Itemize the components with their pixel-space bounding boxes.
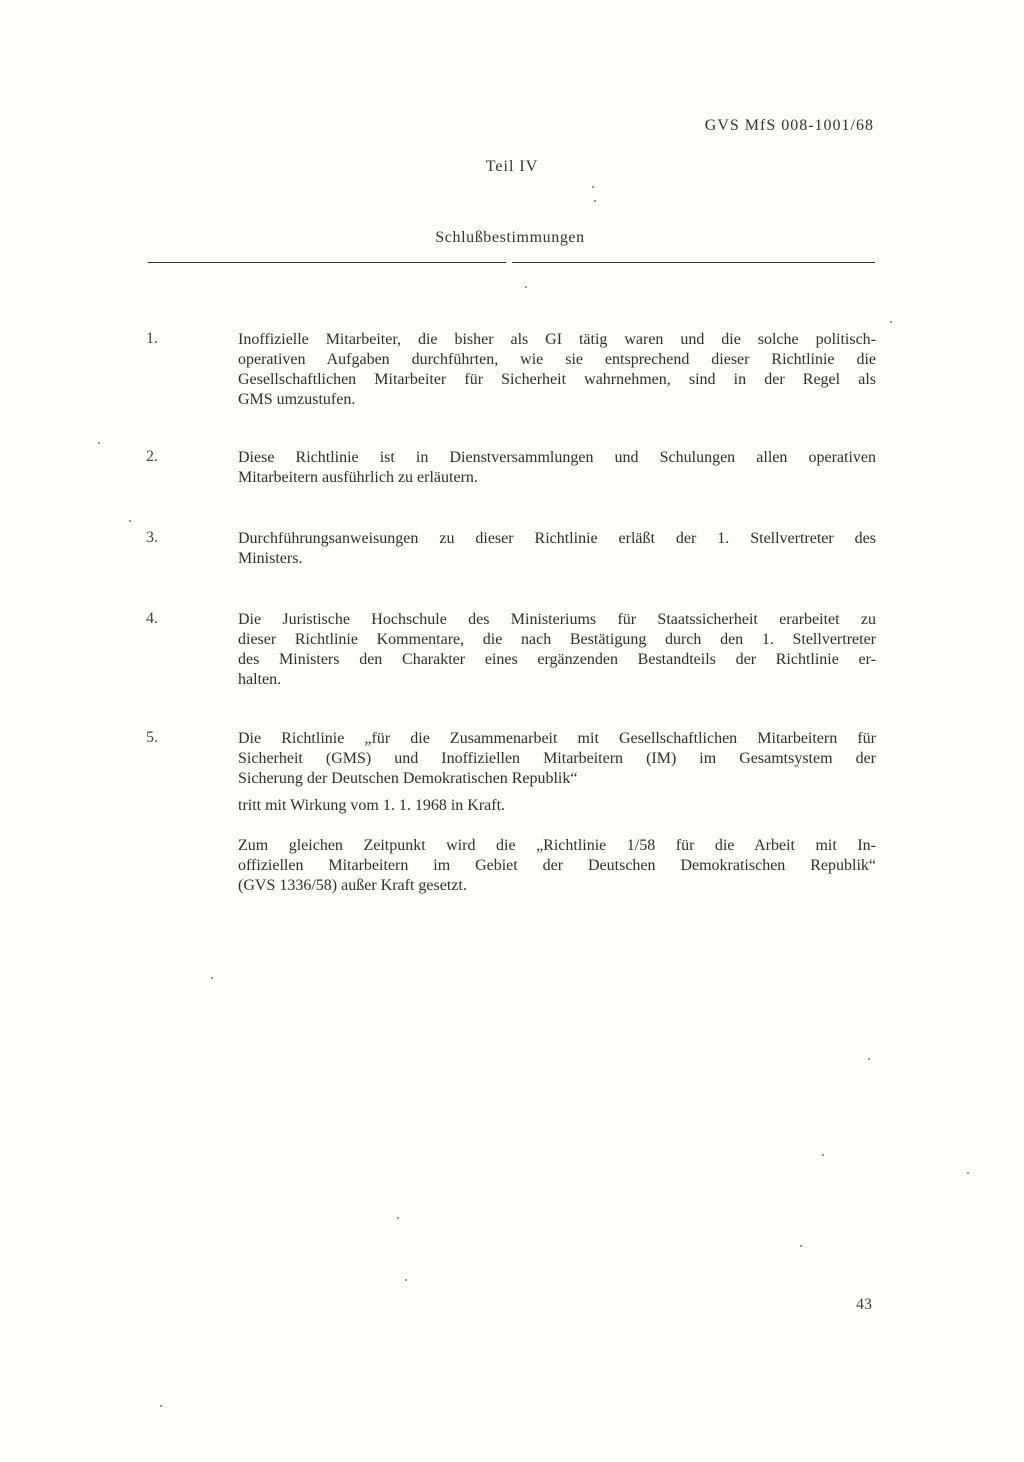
item-number: 3. — [146, 529, 158, 546]
item-number: 5. — [146, 729, 158, 746]
item-continuation — [238, 796, 876, 816]
list-item-text — [238, 330, 876, 410]
text-line: Die Richtlinie „für die Zusammenarbeit mit Gesellschaftlichen Mitarbeitern für — [238, 730, 876, 747]
item-number: 2. — [146, 448, 158, 465]
scan-speck — [98, 442, 100, 444]
item-number: 1. — [146, 330, 158, 347]
text-line: Ministers. — [238, 550, 303, 567]
text-line: GMS umzustufen. — [238, 391, 356, 408]
item-number: 4. — [146, 610, 158, 627]
text-line: Mitarbeitern ausführlich zu erläutern. — [238, 469, 478, 486]
scan-speck — [525, 286, 527, 288]
text-line: des Ministers den Charakter eines ergänzenden Bestandteils der Richtlinie er- — [238, 651, 876, 668]
scan-speck — [397, 1217, 399, 1219]
text-line: offiziellen Mitarbeitern im Gebiet der Deutschen Demokratischen Republik“ — [238, 857, 876, 874]
text-line: halten. — [238, 671, 282, 688]
list-item-text — [238, 610, 876, 690]
text-line: Gesellschaftlichen Mitarbeiter für Sicherheit wahrnehmen, sind in der Regel als — [238, 371, 876, 388]
item-paragraph — [238, 836, 876, 896]
text-line: Inoffizielle Mitarbeiter, die bisher als GI tätig waren und die solche politisch- — [238, 331, 876, 348]
text-line: Sicherung der Deutschen Demokratischen Republik“ — [238, 770, 578, 787]
title-underline-right — [512, 262, 875, 263]
scan-speck — [160, 1405, 162, 1407]
page-number: 43 — [856, 1296, 872, 1313]
text-line: dieser Richtlinie Kommentare, die nach Bestätigung durch den 1. Stellvertreter — [238, 631, 876, 648]
section-title: Schlußbestimmungen — [435, 229, 585, 246]
scan-speck — [890, 321, 892, 323]
scan-speck — [800, 1245, 802, 1247]
text-line: Durchführungsanweisungen zu dieser Richtlinie erläßt der 1. Stellvertreter des — [238, 530, 876, 547]
document-reference: GVS MfS 008-1001/68 — [704, 117, 874, 134]
list-item-text — [238, 529, 876, 569]
list-item-text — [238, 729, 876, 789]
text-line: Die Juristische Hochschule des Ministeriums für Staatssicherheit erarbeitet zu — [238, 611, 876, 628]
scan-speck — [129, 520, 131, 522]
scan-speck — [211, 977, 213, 979]
title-underline-left — [148, 262, 506, 263]
text-line: Diese Richtlinie ist in Dienstversammlungen und Schulungen allen operativen — [238, 449, 876, 466]
text-line: (GVS 1336/58) außer Kraft gesetzt. — [238, 877, 467, 894]
text-line: tritt mit Wirkung vom 1. 1. 1968 in Kraft. — [238, 797, 506, 814]
text-line: Zum gleichen Zeitpunkt wird die „Richtlinie 1/58 für die Arbeit mit In- — [238, 837, 876, 854]
scan-speck — [822, 1154, 824, 1156]
scan-speck — [967, 1172, 969, 1174]
scan-speck — [405, 1279, 407, 1281]
scan-speck — [868, 1058, 870, 1060]
part-title: Teil IV — [485, 158, 539, 175]
text-line: operativen Aufgaben durchführten, wie sie entsprechend dieser Richtlinie die — [238, 351, 876, 368]
text-line: Sicherheit (GMS) und Inoffiziellen Mitarbeitern (IM) im Gesamtsystem der — [238, 750, 876, 767]
scan-speck — [592, 186, 594, 188]
list-item-text — [238, 448, 876, 488]
scan-speck — [594, 200, 596, 202]
